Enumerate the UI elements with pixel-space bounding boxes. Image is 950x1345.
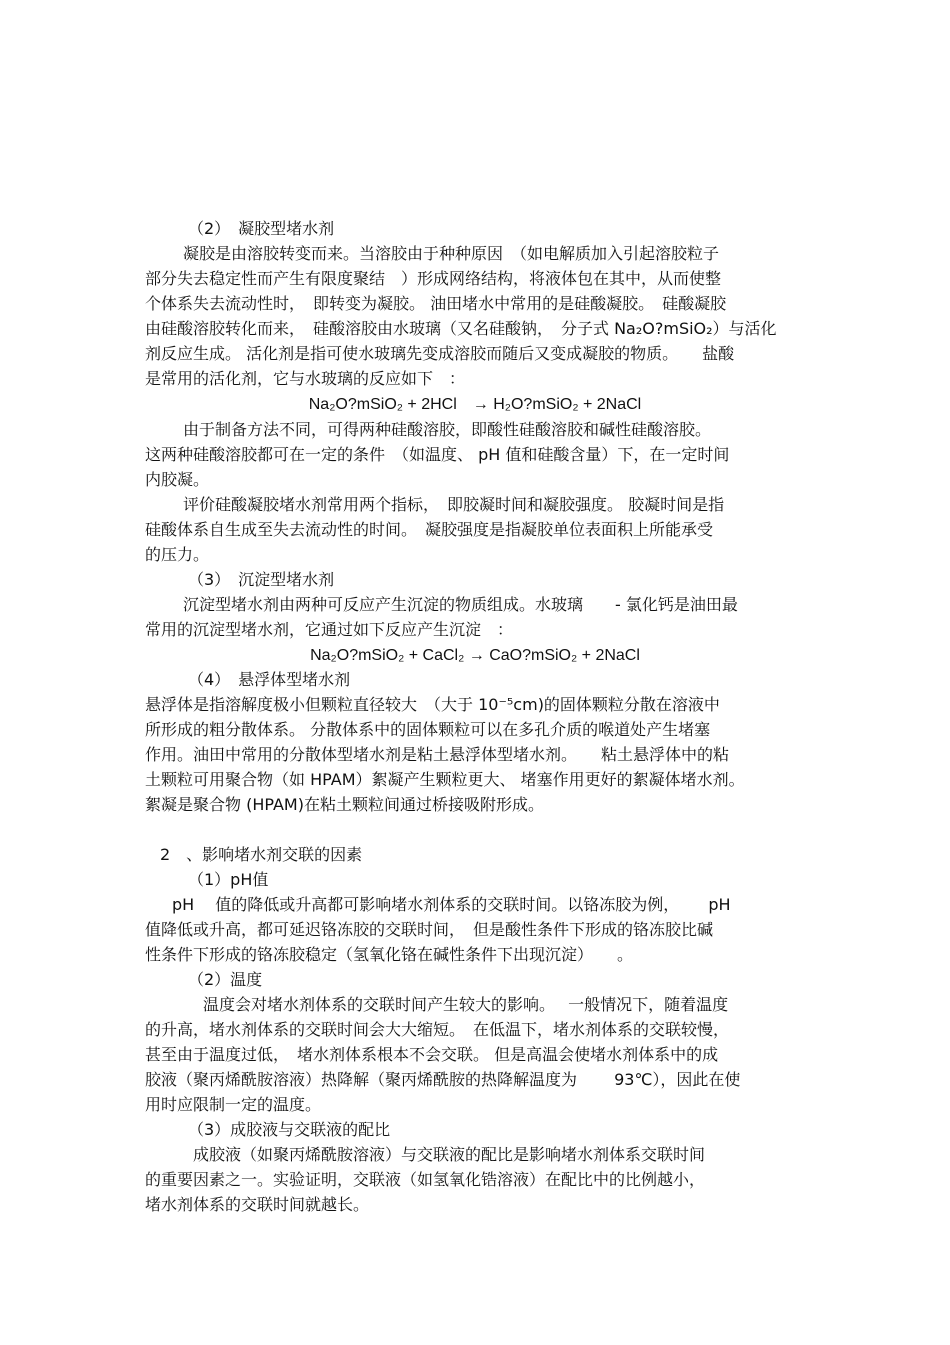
paragraph-line: 堵水剂体系的交联时间就越长。: [145, 1195, 370, 1214]
paragraph-line: 胶液（聚丙烯酰胺溶液）热降解（聚丙烯酰胺的热降解温度为 93℃），因此在使: [145, 1070, 741, 1089]
equation-cacl2: Na₂O?mSiO₂ + CaCl₂ → CaO?mSiO₂ + 2NaCl: [310, 647, 640, 664]
section-heading-suspension: （4） 悬浮体型堵水剂: [188, 670, 351, 689]
paragraph-line: 絮凝是聚合物 (HPAM)在粘土颗粒间通过桥接吸附形成。: [145, 795, 544, 814]
paragraph-line: 的升高，堵水剂体系的交联时间会大大缩短。 在低温下，堵水剂体系的交联较慢，: [145, 1020, 730, 1039]
paragraph-line: 部分失去稳定性而产生有限度聚结 ）形成网络结构，将液体包在其中，从而使整: [145, 269, 722, 288]
subsection-heading-temperature: （2）温度: [188, 970, 263, 989]
paragraph-line: 由于制备方法不同，可得两种硅酸溶胶，即酸性硅酸溶胶和碱性硅酸溶胶。: [183, 420, 712, 439]
paragraph-line: 性条件下形成的铬冻胶稳定（氢氧化铬在碱性条件下出现沉淀） 。: [145, 945, 634, 964]
paragraph-line: 由硅酸溶胶转化而来， 硅酸溶胶由水玻璃（又名硅酸钠， 分子式 Na₂O?mSiO₂）与活化: [145, 319, 777, 338]
paragraph-line: pH 值的降低或升高都可影响堵水剂体系的交联时间。以铬冻胶为例， pH: [172, 895, 731, 914]
paragraph-line: 这两种硅酸溶胶都可在一定的条件 （如温度、 pH 值和硅酸含量）下，在一定时间: [145, 445, 730, 464]
paragraph-line: 所形成的粗分散体系。 分散体系中的固体颗粒可以在多孔介质的喉道处产生堵塞: [145, 720, 711, 739]
section-heading-precipitate: （3） 沉淀型堵水剂: [188, 570, 335, 589]
paragraph-line: 成胶液（如聚丙烯酰胺溶液）与交联液的配比是影响堵水剂体系交联时间: [193, 1145, 706, 1164]
paragraph-line: 值降低或升高，都可延迟铬冻胶的交联时间， 但是酸性条件下形成的铬冻胶比碱: [145, 920, 714, 939]
paragraph-line: 的重要因素之一。实验证明，交联液（如氢氧化锆溶液）在配比中的比例越小，: [145, 1170, 706, 1189]
section-heading-factors: 2 、影响堵水剂交联的因素: [160, 845, 363, 864]
equation-hcl: Na₂O?mSiO₂ + 2HCl → H₂O?mSiO₂ + 2NaCl: [308, 396, 642, 413]
paragraph-line: 用时应限制一定的温度。: [145, 1095, 322, 1114]
paragraph-line: 个体系失去流动性时， 即转变为凝胶。 油田堵水中常用的是硅酸凝胶。 硅酸凝胶: [145, 294, 727, 313]
paragraph-line: 内胶凝。: [145, 470, 210, 489]
paragraph-line: 作用。油田中常用的分散体型堵水剂是粘土悬浮体型堵水剂。 粘土悬浮体中的粘: [145, 745, 730, 764]
paragraph-line: 温度会对堵水剂体系的交联时间产生较大的影响。 一般情况下，随着温度: [203, 995, 729, 1014]
subsection-heading-ph: （1）pH值: [188, 870, 269, 889]
paragraph-line: 评价硅酸凝胶堵水剂常用两个指标， 即胶凝时间和凝胶强度。 胶凝时间是指: [183, 495, 725, 514]
paragraph-line: 的压力。: [145, 545, 210, 564]
paragraph-line: 沉淀型堵水剂由两种可反应产生沉淀的物质组成。水玻璃 - 氯化钙是油田最: [183, 595, 738, 614]
subsection-heading-ratio: （3）成胶液与交联液的配比: [188, 1120, 391, 1139]
paragraph-line: 悬浮体是指溶解度极小但颗粒直径较大 （大于 10⁻⁵cm)的固体颗粒分散在溶液中: [145, 695, 720, 714]
paragraph-line: 硅酸体系自生成至失去流动性的时间。 凝胶强度是指凝胶单位表面积上所能承受: [145, 520, 714, 539]
paragraph-line: 剂反应生成。 活化剂是指可使水玻璃先变成溶胶而随后又变成凝胶的物质。 盐酸: [145, 344, 735, 363]
paragraph-line: 土颗粒可用聚合物（如 HPAM）絮凝产生颗粒更大、 堵塞作用更好的絮凝体堵水剂。: [145, 770, 745, 789]
paragraph-line: 常用的沉淀型堵水剂，它通过如下反应产生沉淀 ：: [145, 620, 514, 639]
paragraph-line: 甚至由于温度过低， 堵水剂体系根本不会交联。 但是高温会使堵水剂体系中的成: [145, 1045, 719, 1064]
paragraph-line: 是常用的活化剂，它与水玻璃的反应如下 ：: [145, 369, 466, 388]
paragraph-line: 凝胶是由溶胶转变而来。当溶胶由于种种原因 （如电解质加入引起溶胶粒子: [183, 244, 720, 263]
section-heading-gel: （2） 凝胶型堵水剂: [188, 219, 335, 238]
